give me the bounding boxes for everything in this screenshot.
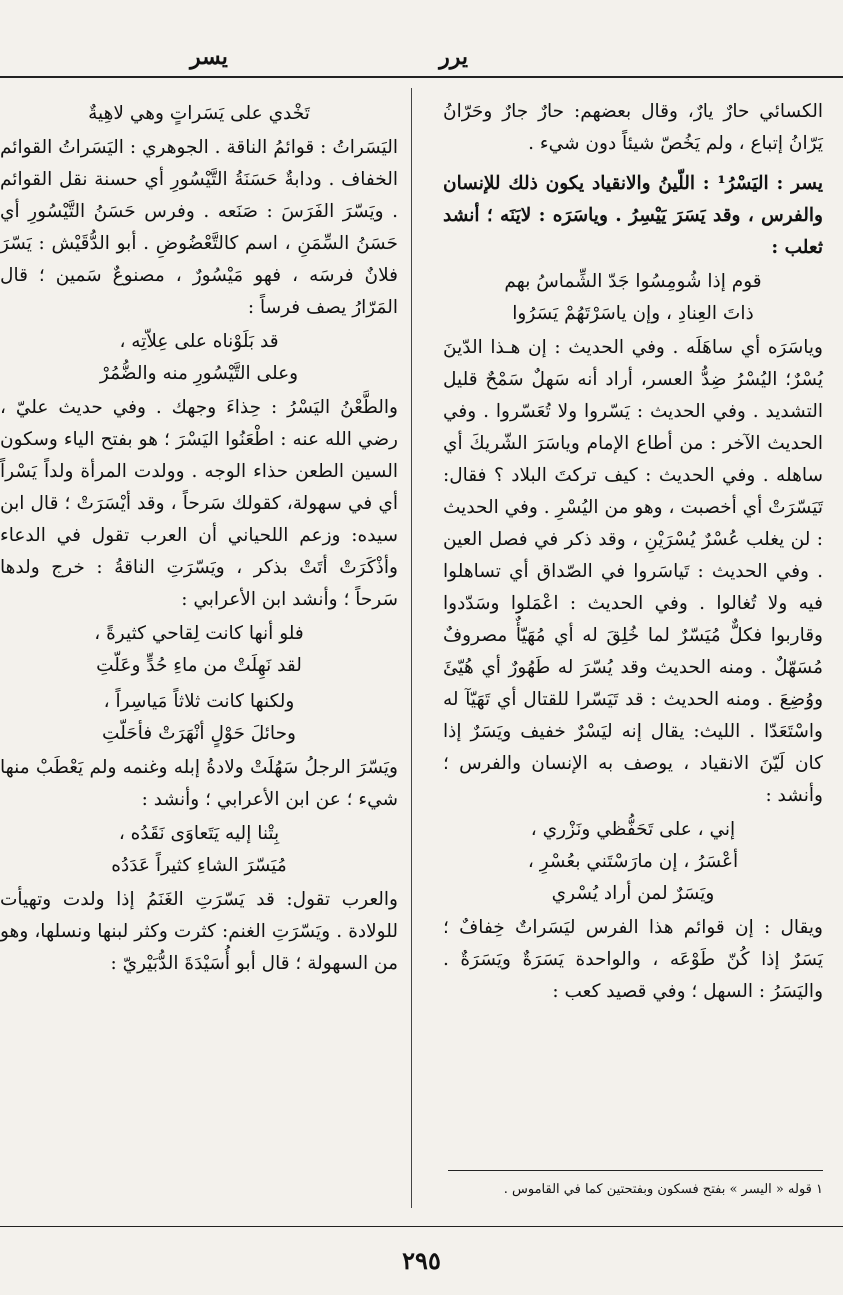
verse-block	[443, 812, 823, 912]
footnote: ١ قوله « اليسر » بفتح فسكون وبفتحتين كما في القاموس .	[503, 1182, 823, 1197]
paragraph: وياسَرَه أي ساهَلَه . وفي الحديث : إن هـذا الدّينَ يُسْرٌ؛ اليُسْرُ ضِدُّ العسر، أراد أنه سَهلٌ سَمْحٌ قليل التشديد . وفي الحديث : يَسّروا ولا تُعَسّروا . وفي الحديث الآخر : من أطاع الإمام وياسَرَ الشّريكَ أي ساهله . وفي الحديث : كيف تركتَ البلاد ؟ فقال: تَيَسّرَتْ أي أخصبت ، وهو من اليُسْرِ . وفي الحديث : لن يغلب عُسْرٌ يُسْرَيْنِ ، وقد ذكر في فصل العين . وفي الحديث : تَياسَروا في الصّداق أي تساهلوا فيه ولا تُغالوا . وفي الحديث : اعْمَلوا وسَدّدوا وقاربوا فكلٌّ مُيَسّرٌ لما خُلِقَ له أي مُهَيّأٌ مصروفٌ مُسَهّلٌ . ومنه الحديث وقد يُسّرَ له طَهُورٌ أي هُيّئَ ووُضِعَ . ومنه الحديث : قد تَيَسّرا للقتال أي تَهَيّآ له واسْتَعَدّا . الليث: يقال إنه ليَسْرٌ خفيف ويَسَرٌ إذا كان لَيّنَ الانقياد ، يوصف به الإنسان والفرس ؛ وأنشد :	[443, 337, 823, 806]
verse-line: قوم إذا شُومِسُوا جَدّ الشِّماسُ بهم	[504, 271, 762, 292]
verse-line: مُيَسّرَ الشاءِ كثيراً عَدَدُه	[111, 855, 287, 876]
verse-block	[0, 324, 398, 392]
verse-line: إني ، على تَحَفُّظي ونَزْري ،	[530, 819, 736, 840]
verse-line: تَخْدي على يَسَراتٍ وهي لاهِيةٌ	[88, 103, 310, 124]
verse-block	[0, 684, 398, 752]
paragraph: ويَسّرَ الرجلُ سَهُلَتْ ولادةُ إبله وغنمه ولم يَعْطَبْ منها شيء ؛ عن ابن الأعرابي ؛ وأنشد :	[0, 757, 398, 810]
header-left-word: يسر	[190, 44, 228, 70]
verse-block	[0, 816, 398, 884]
column-divider	[411, 88, 412, 1208]
paragraph: والطَّعْنُ اليَسْرُ : حِذاءَ وجهك . وفي حديث عليّ ، رضي الله عنه : اطْعَنُوا اليَسْرَ ؛ هو بفتح الياء وسكون السين الطعن حذاء الوجه . وولدت المرأة ولداً يَسْراً أي في سهولة، كقولك سَرحاً ، وقد أيْسَرَتْ ؛ قال ابن سيده: وزعم اللحياني أن العرب تقول في الدعاء وأذْكَرَتْ أتَتْ بذكر ، ويَسّرَتِ الناقةُ : خرج ولدها سَرحاً ؛ وأنشد ابن الأعرابي :	[0, 397, 398, 610]
entry-paragraph: يسر : اليَسْرُ¹ : اللّينُ والانقياد يكون ذلك للإنسان والفرس ، وقد يَسَرَ يَيْسِرُ . وياسَرَه : لايَنَه ؛ أنشد ثعلب :	[443, 173, 823, 258]
paragraph: ويقال : إن قوائم هذا الفرس ليَسَراتٌ خِفافٌ ؛ يَسَرٌ إذا كُنّ طَوْعَه ، والواحدة يَسَرَةٌ ويَسَرَةٌ . واليَسَرُ : السهل ؛ وفي قصيد كعب :	[443, 917, 823, 1002]
verse-line: لقد نَهِلَتْ من ماءِ حُدٍّ وعَلّتِ	[96, 655, 302, 676]
page-number: ٢٩٥	[402, 1246, 441, 1275]
header-right-word: يرر	[439, 44, 468, 70]
verse-line: ويَسَرٌ لمن أراد يُسْري	[551, 883, 715, 904]
bottom-rule	[0, 1226, 843, 1227]
right-column	[443, 96, 823, 1008]
verse-block	[443, 264, 823, 332]
footnote-rule	[448, 1170, 823, 1171]
verse-line: ولكنها كانت ثلاثاً مَياسِراً ،	[103, 691, 295, 712]
top-rule	[0, 76, 843, 78]
verse-line: أعْسَرُ ، إن مارَسْتَني بعُسْرِ ،	[527, 851, 739, 872]
left-column	[0, 96, 398, 980]
verse-line: فلو أنها كانت لِقاحي كثيرةً ،	[94, 623, 304, 644]
verse-line: وحائلَ حَوْلٍ أنْهَرَتْ فأحَلّتِ	[102, 723, 296, 744]
paragraph: اليَسَراتُ : قوائمُ الناقة . الجوهري : اليَسَراتُ القوائم الخفاف . ودابةٌ حَسَنَةُ التَّيْسُورِ أي حسنة نقل القوائم . ويَسّرَ الفَرَسَ : صَنَعه . وفرس حَسَنُ التَّيْسُورِ أي حَسَنُ السِّمَنِ ، اسم كالتَّعْضُوضِ . أبو الدُّقَيْش : يَسّرَ فلانٌ فرسَه ، فهو مَيْسُورٌ ، مصنوعٌ سَمين ؛ قال المَرّارُ يصف فرساً :	[0, 137, 398, 318]
verse-line: ذاتَ العِنادِ ، وإن ياسَرْتَهُمْ يَسَرُوا	[512, 303, 754, 324]
paragraph: الكسائي حارٌ يارٌ، وقال بعضهم: حارٌ جارٌ وحَرّانُ يَرّانُ إتباع ، ولم يَخُصّ شيئاً دون شيء .	[443, 101, 823, 154]
verse-line: بِتْنا إليه يَتَعاوَى نَقَدُه ،	[118, 823, 280, 844]
paragraph: والعرب تقول: قد يَسّرَتِ الغَنَمُ إذا ولدت وتهيأت للولادة . ويَسّرَتِ الغنم: كثرت وكثر لبنها ونسلها، وهو من السهولة ؛ قال أبو أُسَيْدَةَ الدُّبَيْريّ :	[0, 889, 398, 974]
verse-line: وعلى التَّيْسُورِ منه والضُّمُرْ	[99, 363, 299, 384]
verse-line: قد بَلَوْناه على عِلاّتِه ،	[119, 331, 279, 352]
verse-block	[0, 616, 398, 684]
